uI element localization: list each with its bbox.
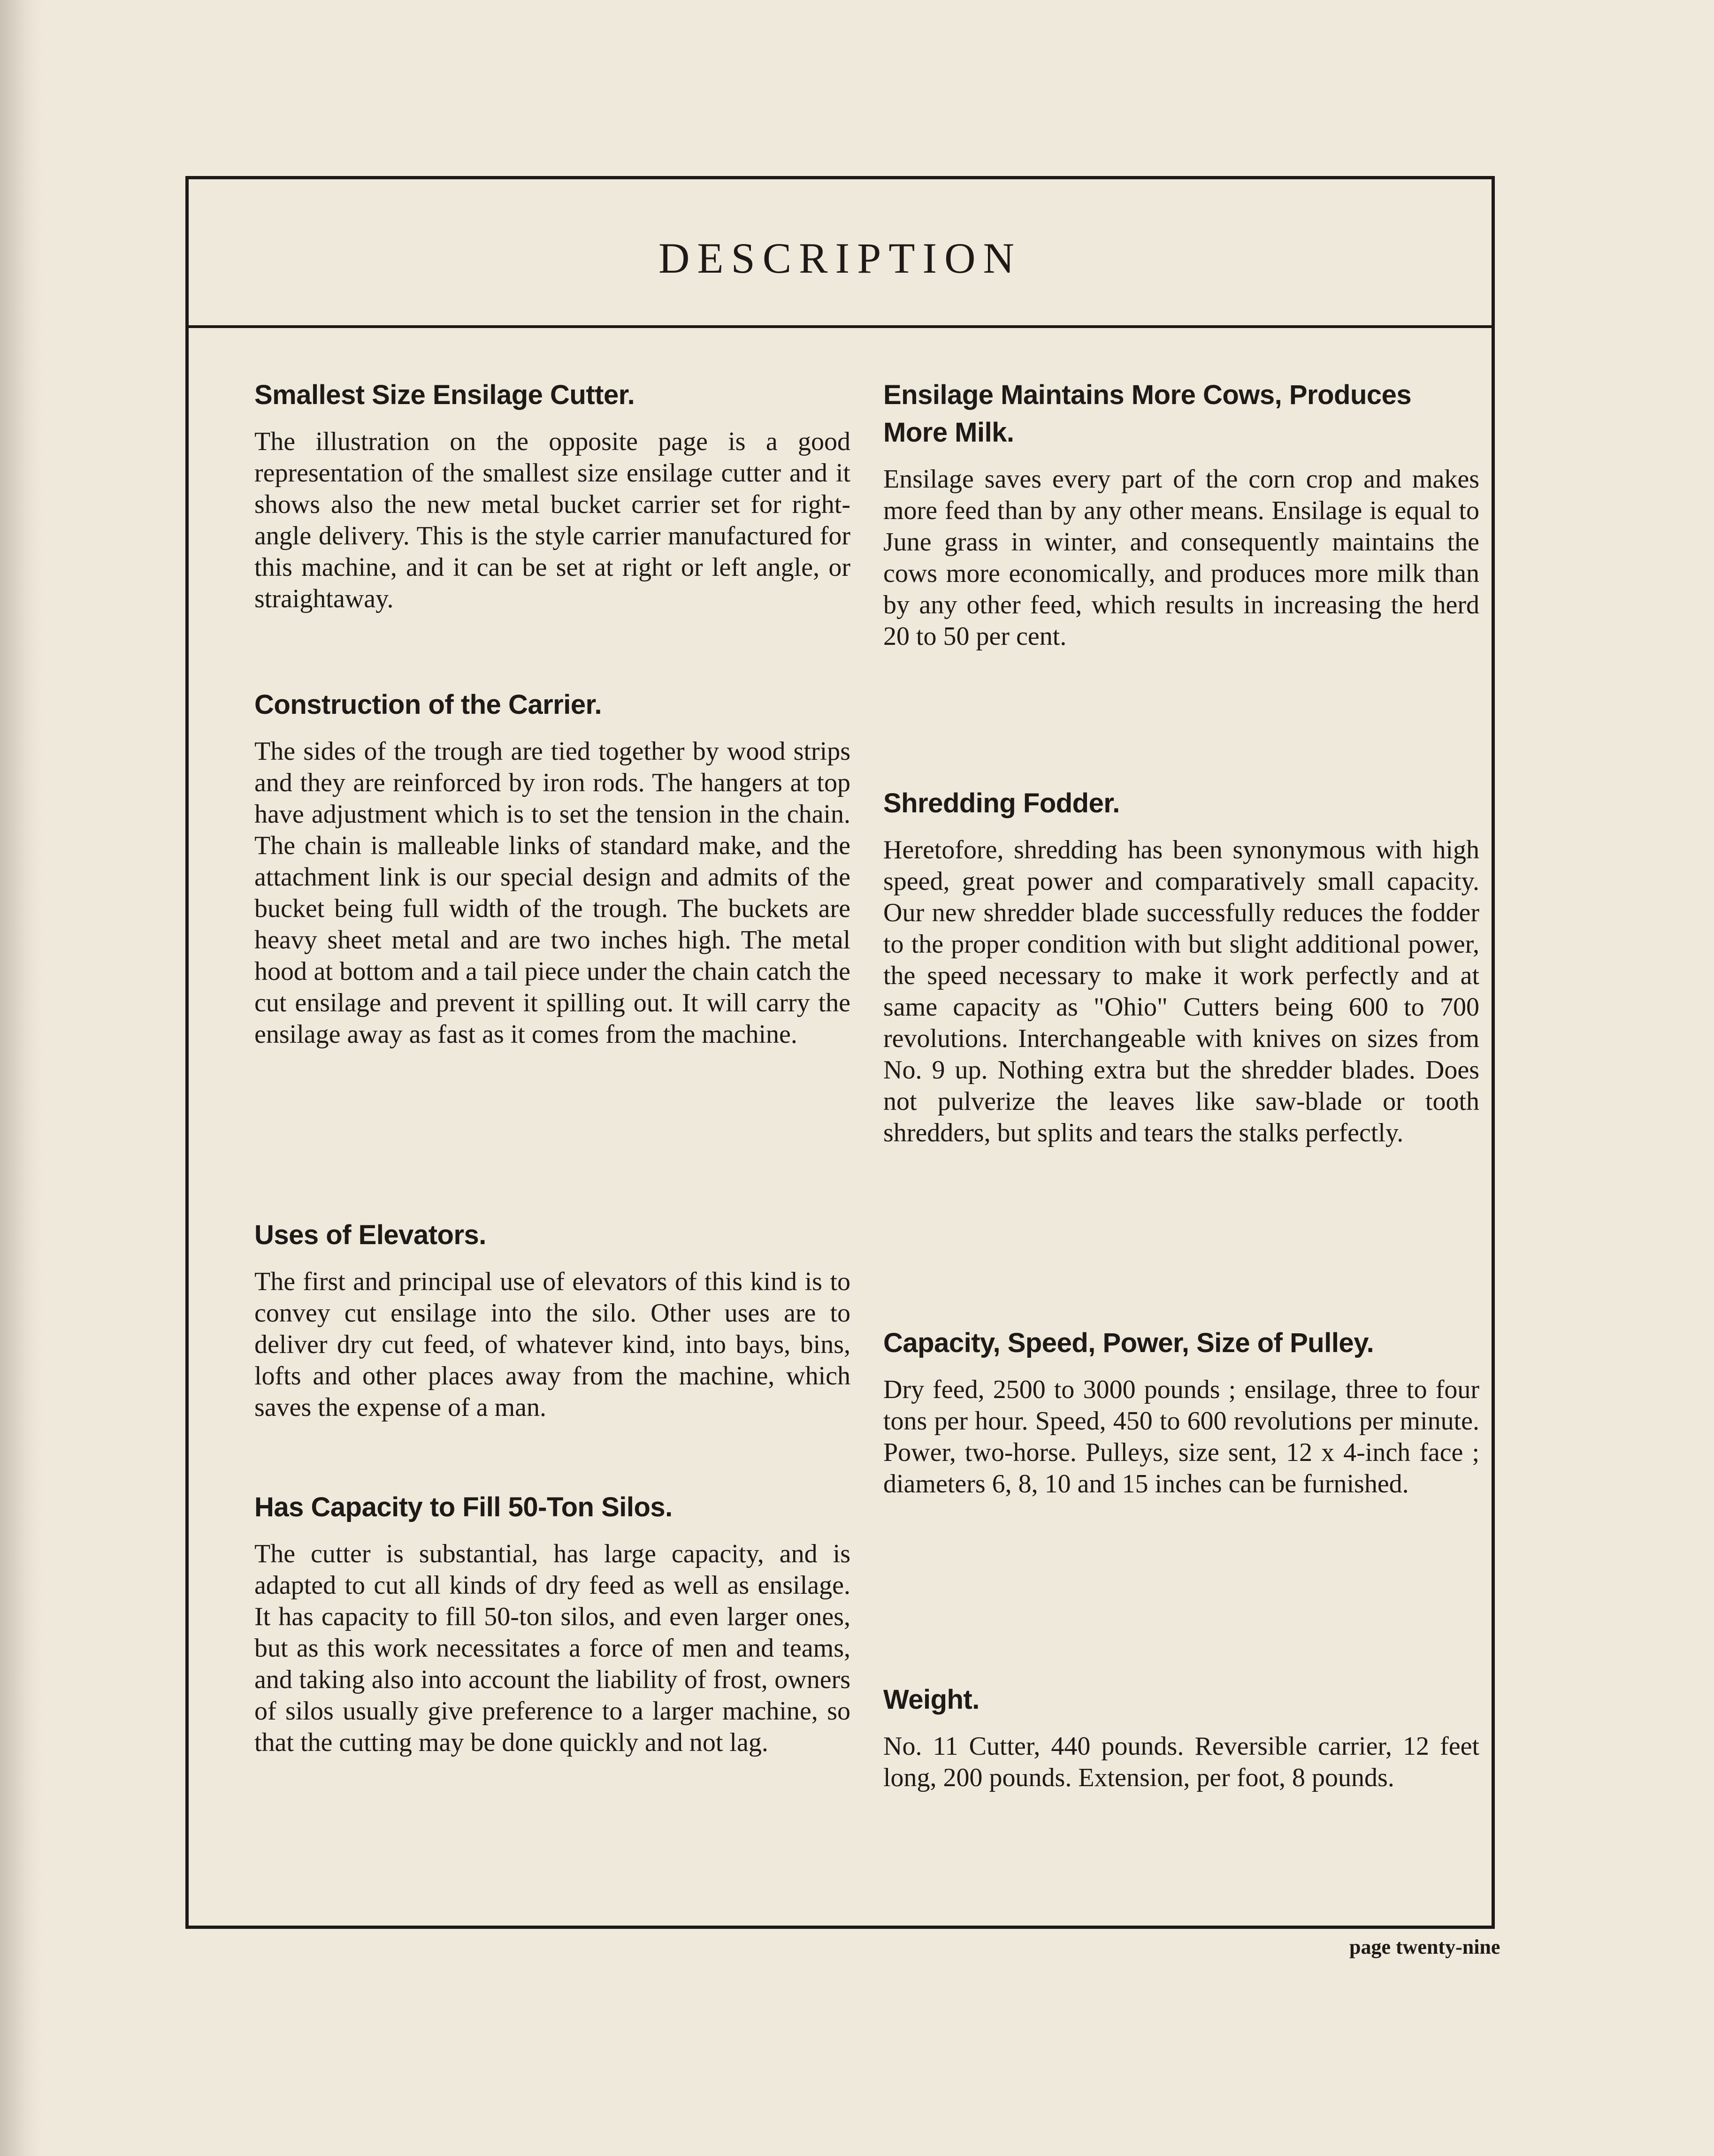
section-heading: Has Capacity to Fill 50-Ton Silos. — [254, 1492, 673, 1522]
section-heading: Construction of the Carrier. — [254, 689, 602, 720]
section-body: Dry feed, 2500 to 3000 pounds ; ensilage, three to four tons per hour. Speed, 450 to 600 revolutions per minute. Power, two-horse. Pulleys, size sent, 12 x 4-inch face ; diameters 6, 8, 10 and 15 inches can be furnished. — [883, 1375, 1479, 1498]
section-heading: Smallest Size Ensilage Cutter. — [254, 380, 635, 410]
section-heading: Uses of Elevators. — [254, 1220, 486, 1250]
section-body: Heretofore, shredding has been synonymous with high speed, great power and comparatively small capacity. Our new shredder blade successfully reduces the fodder to the proper condition with but slight additional power, the speed necessary to make it work perfectly and at same capacity as "Ohio" Cutters being 600 to 700 revolutions. Interchangeable with knives on sizes from No. 9 up. Nothing extra but the shredder blades. Does not pulverize the leaves like saw-blade or tooth shredders, but splits and tears the stalks perfectly. — [883, 835, 1479, 1147]
page-binding-shadow — [0, 0, 42, 2156]
section-uses-elevators — [254, 1216, 850, 1423]
section-heading: Capacity, Speed, Power, Size of Pulley. — [883, 1328, 1374, 1358]
title-header — [189, 179, 1492, 328]
section-body: The illustration on the opposite page is a good representation of the smallest size ensilage cutter and it shows also the new metal bucket carrier set for right-angle delivery. This is the style carrier manufactured for this machine, and it can be set at right or left angle, or straightaway. — [254, 427, 850, 613]
section-body: The first and principal use of elevators of this kind is to convey cut ensilage into the silo. Other uses are to deliver dry cut feed, of whatever kind, into bays, bins, lofts and other places away from the machine, which saves the expense of a man. — [254, 1267, 850, 1422]
section-heading: Shredding Fodder. — [883, 788, 1120, 818]
section-ensilage-cows — [883, 376, 1479, 652]
section-construction-carrier — [254, 686, 850, 1050]
section-body: The cutter is substantial, has large capacity, and is adapted to cut all kinds of dry feed as well as ensilage. It has capacity to fill 50-ton silos, and even larger ones, but as this work necessitates a force of men and teams, and taking also into account the liability of frost, owners of silos usually give preference to a larger machine, so that the cutting may be done quickly and not lag. — [254, 1539, 850, 1757]
section-smallest-size — [254, 376, 850, 615]
section-shredding-fodder — [883, 785, 1479, 1149]
section-capacity-50-ton — [254, 1489, 850, 1758]
section-body: The sides of the trough are tied together by wood strips and they are reinforced by iron rods. The hangers at top have adjustment which is to set the tension in the chain. The chain is malleable links of standard make, and the attachment link is our special design and admits of the bucket being full width of the trough. The buckets are heavy sheet metal and are two inches high. The metal hood at bottom and a tail piece under the chain catch the cut ensilage and prevent it spilling out. It will carry the ensilage away as fast as it comes from the machine. — [254, 737, 850, 1049]
section-heading: Ensilage Maintains More Cows, Produces More Milk. — [883, 380, 1412, 448]
section-body: No. 11 Cutter, 440 pounds. Reversible carrier, 12 feet long, 200 pounds. Extension, per foot, 8 pounds. — [883, 1732, 1479, 1792]
section-capacity-speed — [883, 1324, 1479, 1500]
page-title: DESCRIPTION — [658, 234, 1022, 282]
page-number: page twenty-nine — [1349, 1935, 1500, 1958]
section-body: Ensilage saves every part of the corn crop and makes more feed than by any other means. Ensilage is equal to June grass in winter, and consequently maintains the cows more economically, and produces more milk than by any other feed, which results in increasing the herd 20 to 50 per cent. — [883, 465, 1479, 651]
section-weight — [883, 1681, 1479, 1794]
section-heading: Weight. — [883, 1684, 979, 1715]
description-frame — [185, 176, 1495, 1929]
